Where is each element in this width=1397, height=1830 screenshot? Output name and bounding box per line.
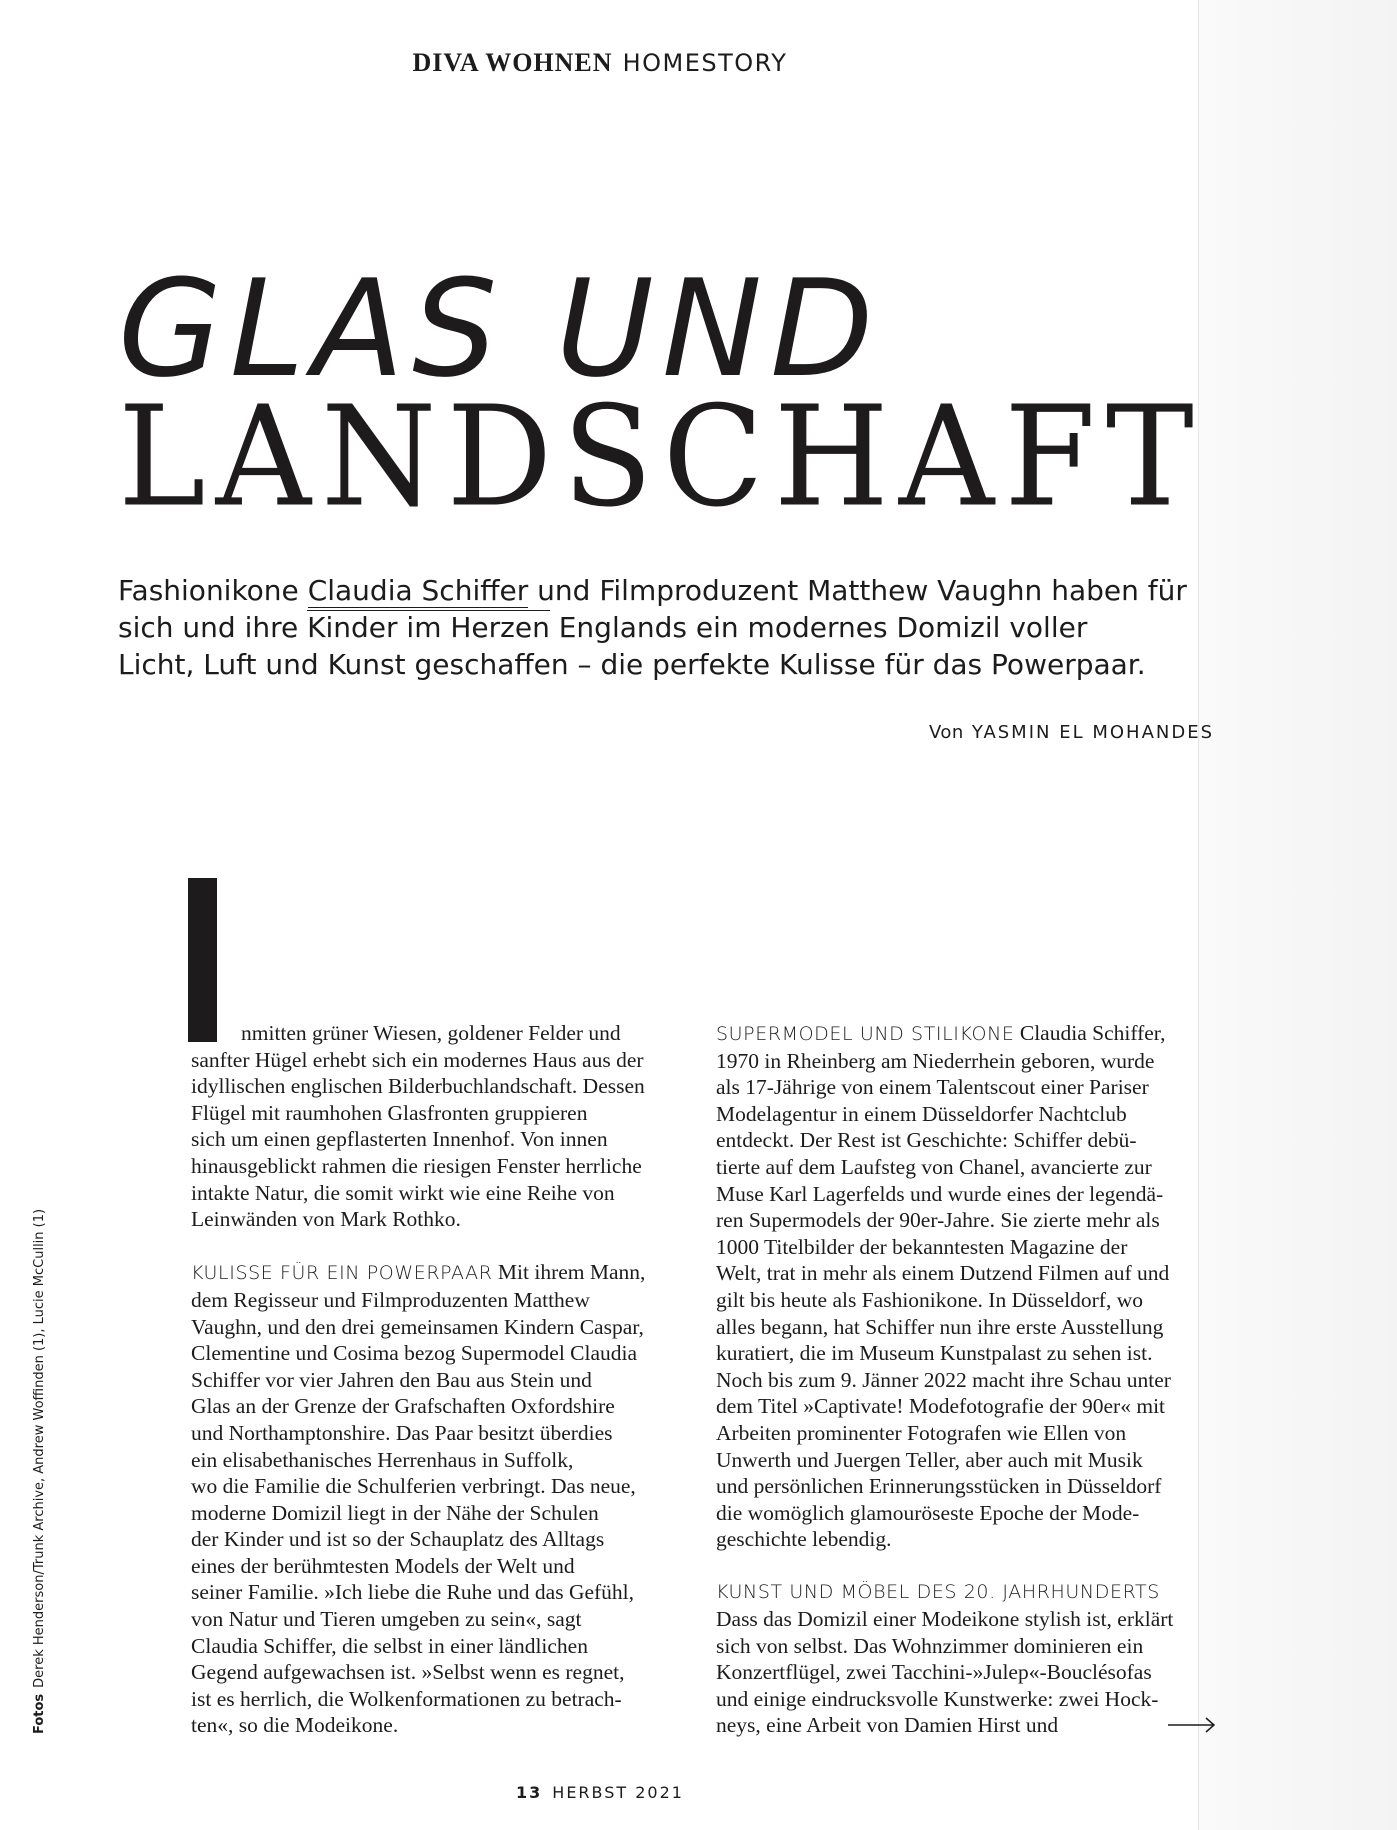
page-number: 13 xyxy=(516,1783,543,1802)
page-footer xyxy=(0,1783,1200,1802)
body-line: tierte auf dem Laufsteg von Chanel, avancierte zur xyxy=(716,1154,1152,1179)
body-line: KULISSE FÜR EIN POWERPAAR Mit ihrem Mann, xyxy=(191,1260,646,1285)
body-line: wo die Familie die Schulferien verbringt. Das neue, xyxy=(191,1474,636,1499)
body-line: und Northamptonshire. Das Paar besitzt überdies xyxy=(191,1420,613,1445)
kicker: KULISSE FÜR EIN POWERPAAR xyxy=(191,1262,493,1285)
kicker: KUNST UND MÖBEL DES 20. JAHRHUNDERTS xyxy=(716,1581,1160,1604)
headline-line-1: GLAS UND xyxy=(118,251,882,407)
body-line: intakte Natur, die somit wirkt wie eine Reihe von xyxy=(191,1180,615,1205)
body-line: 1000 Titelbilder der bekanntesten Magazine der xyxy=(716,1234,1128,1259)
body-line: 1970 in Rheinberg am Niederrhein geboren, wurde xyxy=(716,1048,1155,1073)
paragraph-gap xyxy=(716,1553,1216,1580)
section-header xyxy=(0,48,1200,78)
body-line: ist es herrlich, die Wolkenformationen zu betrach- xyxy=(191,1686,622,1711)
issue-label: HERBST 2021 xyxy=(552,1783,684,1802)
body-line: kuratiert, die im Museum Kunstpalast zu sehen ist. xyxy=(716,1341,1153,1366)
byline xyxy=(929,722,1214,743)
lead-underlined-phrase: Kinder im Herzen xyxy=(307,611,550,644)
page-edge xyxy=(1198,0,1397,1830)
body-line: und einige eindrucksvolle Kunstwerke: zwei Hock- xyxy=(716,1686,1159,1711)
lead-paragraph xyxy=(118,572,1187,683)
photo-credit-text: Derek Henderson/Trunk Archive, Andrew Woffinden (1), Lucie McCullin (1) xyxy=(32,1208,47,1688)
body-line: Unwerth und Juergen Teller, aber auch mit Musik xyxy=(716,1447,1143,1472)
body-line: ren Supermodels der 90er-Jahre. Sie zierte mehr als xyxy=(716,1208,1160,1233)
body-line: SUPERMODEL UND STILIKONE Claudia Schiffer, xyxy=(716,1021,1166,1045)
body-line: hinausgeblickt rahmen die riesigen Fenster herrliche xyxy=(191,1153,642,1178)
body-line: Modelagentur in einem Düsseldorfer Nachtclub xyxy=(716,1101,1127,1126)
lead-line-2: sich und ihre Kinder im Herzen Englands ein modernes Domizil voller xyxy=(118,611,1088,644)
body-line: entdeckt. Der Rest ist Geschichte: Schiffer debü- xyxy=(716,1128,1137,1153)
body-line: neys, eine Arbeit von Damien Hirst und xyxy=(716,1713,1059,1738)
body-line: Gegend aufgewachsen ist. »Selbst wenn es regnet, xyxy=(191,1660,625,1685)
byline-prefix: Von xyxy=(929,722,964,743)
body-line: ein elisabethanisches Herrenhaus in Suffolk, xyxy=(191,1447,574,1472)
body-line: dem Titel »Captivate! Modefotografie der 90er« mit xyxy=(716,1394,1166,1419)
body-line: Leinwänden von Mark Rothko. xyxy=(191,1207,461,1232)
body-line: alles begann, hat Schiffer nun ihre erste Ausstellung xyxy=(716,1314,1164,1339)
body-line: die womöglich glamouröseste Epoche der Mode- xyxy=(716,1500,1140,1525)
body-line: dem Regisseur und Filmproduzenten Matthew xyxy=(191,1287,590,1312)
lead-line-3: Licht, Luft und Kunst geschaffen – die perfekte Kulisse für das Powerpaar. xyxy=(118,648,1146,681)
body-column-right xyxy=(716,1020,1216,1739)
drop-cap-i xyxy=(188,878,217,1042)
body-line: Welt, trat in mehr als einem Dutzend Filmen auf und xyxy=(716,1261,1170,1286)
body-line: Konzertflügel, zwei Tacchini-»Julep«-Bouclésofas xyxy=(716,1660,1152,1685)
body-line: Schiffer vor vier Jahren den Bau aus Stein und xyxy=(191,1367,592,1392)
body-line: der Kinder und ist so der Schauplatz des Alltags xyxy=(191,1527,605,1552)
body-line: Clementine und Cosima bezog Supermodel Claudia xyxy=(191,1341,638,1366)
kicker: SUPERMODEL UND STILIKONE xyxy=(716,1023,1015,1045)
body-line: Claudia Schiffer, die selbst in einer ländlichen xyxy=(191,1633,588,1658)
body-line: als 17-Jährige von einem Talentscout einer Pariser xyxy=(716,1075,1149,1100)
arrow-right-icon[interactable] xyxy=(1166,1715,1218,1735)
body-line: eines der berühmtesten Models der Welt und xyxy=(191,1553,575,1578)
body-line: ten«, so die Modeikone. xyxy=(191,1713,399,1738)
photo-credit xyxy=(32,1174,54,1734)
body-line: Vaughn, und den drei gemeinsamen Kindern Caspar, xyxy=(191,1314,644,1339)
byline-author: YASMIN EL MOHANDES xyxy=(971,722,1214,743)
body-line: Arbeiten prominenter Fotografen wie Ellen von xyxy=(716,1420,1127,1445)
body-line: Muse Karl Lagerfelds und wurde eines der legendä- xyxy=(716,1181,1164,1206)
body-line: gilt bis heute als Fashionikone. In Düsseldorf, wo xyxy=(716,1287,1143,1312)
body-line: sich um einen gepflasterten Innenhof. Von innen xyxy=(191,1127,608,1152)
body-line: seiner Familie. »Ich liebe die Ruhe und das Gefühl, xyxy=(191,1580,635,1605)
body-line: nmitten grüner Wiesen, goldener Felder und xyxy=(241,1021,621,1045)
body-line: Dass das Domizil einer Modeikone stylish ist, erklärt xyxy=(716,1607,1174,1632)
lead-name-link: Claudia Schiffer xyxy=(307,574,529,607)
section-title: DIVA WOHNEN xyxy=(412,48,613,77)
body-line: Glas an der Grenze der Grafschaften Oxfordshire xyxy=(191,1394,615,1419)
body-line: Noch bis zum 9. Jänner 2022 macht ihre Schau unter xyxy=(716,1367,1171,1392)
body-line: idyllischen englischen Bilderbuchlandschaft. Dessen xyxy=(191,1074,645,1099)
body-line: geschichte lebendig. xyxy=(716,1527,892,1552)
paragraph-gap xyxy=(191,1233,711,1260)
subsection-title: HOMESTORY xyxy=(622,49,788,77)
body-line: moderne Domizil liegt in der Nähe der Schulen xyxy=(191,1500,599,1525)
headline-line-2: LANDSCHAFT xyxy=(118,376,1204,539)
body-line: sich von selbst. Das Wohnzimmer dominieren ein xyxy=(716,1633,1144,1658)
body-line: sanfter Hügel erhebt sich ein modernes Haus aus der xyxy=(191,1047,644,1072)
body-line: und persönlichen Erinnerungsstücken in Düsseldorf xyxy=(716,1474,1162,1499)
body-line: von Natur und Tieren umgeben zu sein«, sagt xyxy=(191,1607,582,1632)
lead-line-1: Fashionikone Claudia Schiffer und Filmproduzent Matthew Vaughn haben für xyxy=(118,574,1187,607)
body-line: Flügel mit raumhohen Glasfronten gruppieren xyxy=(191,1100,588,1125)
body-column-left xyxy=(191,1020,711,1739)
photo-credit-label: Fotos xyxy=(32,1693,47,1734)
